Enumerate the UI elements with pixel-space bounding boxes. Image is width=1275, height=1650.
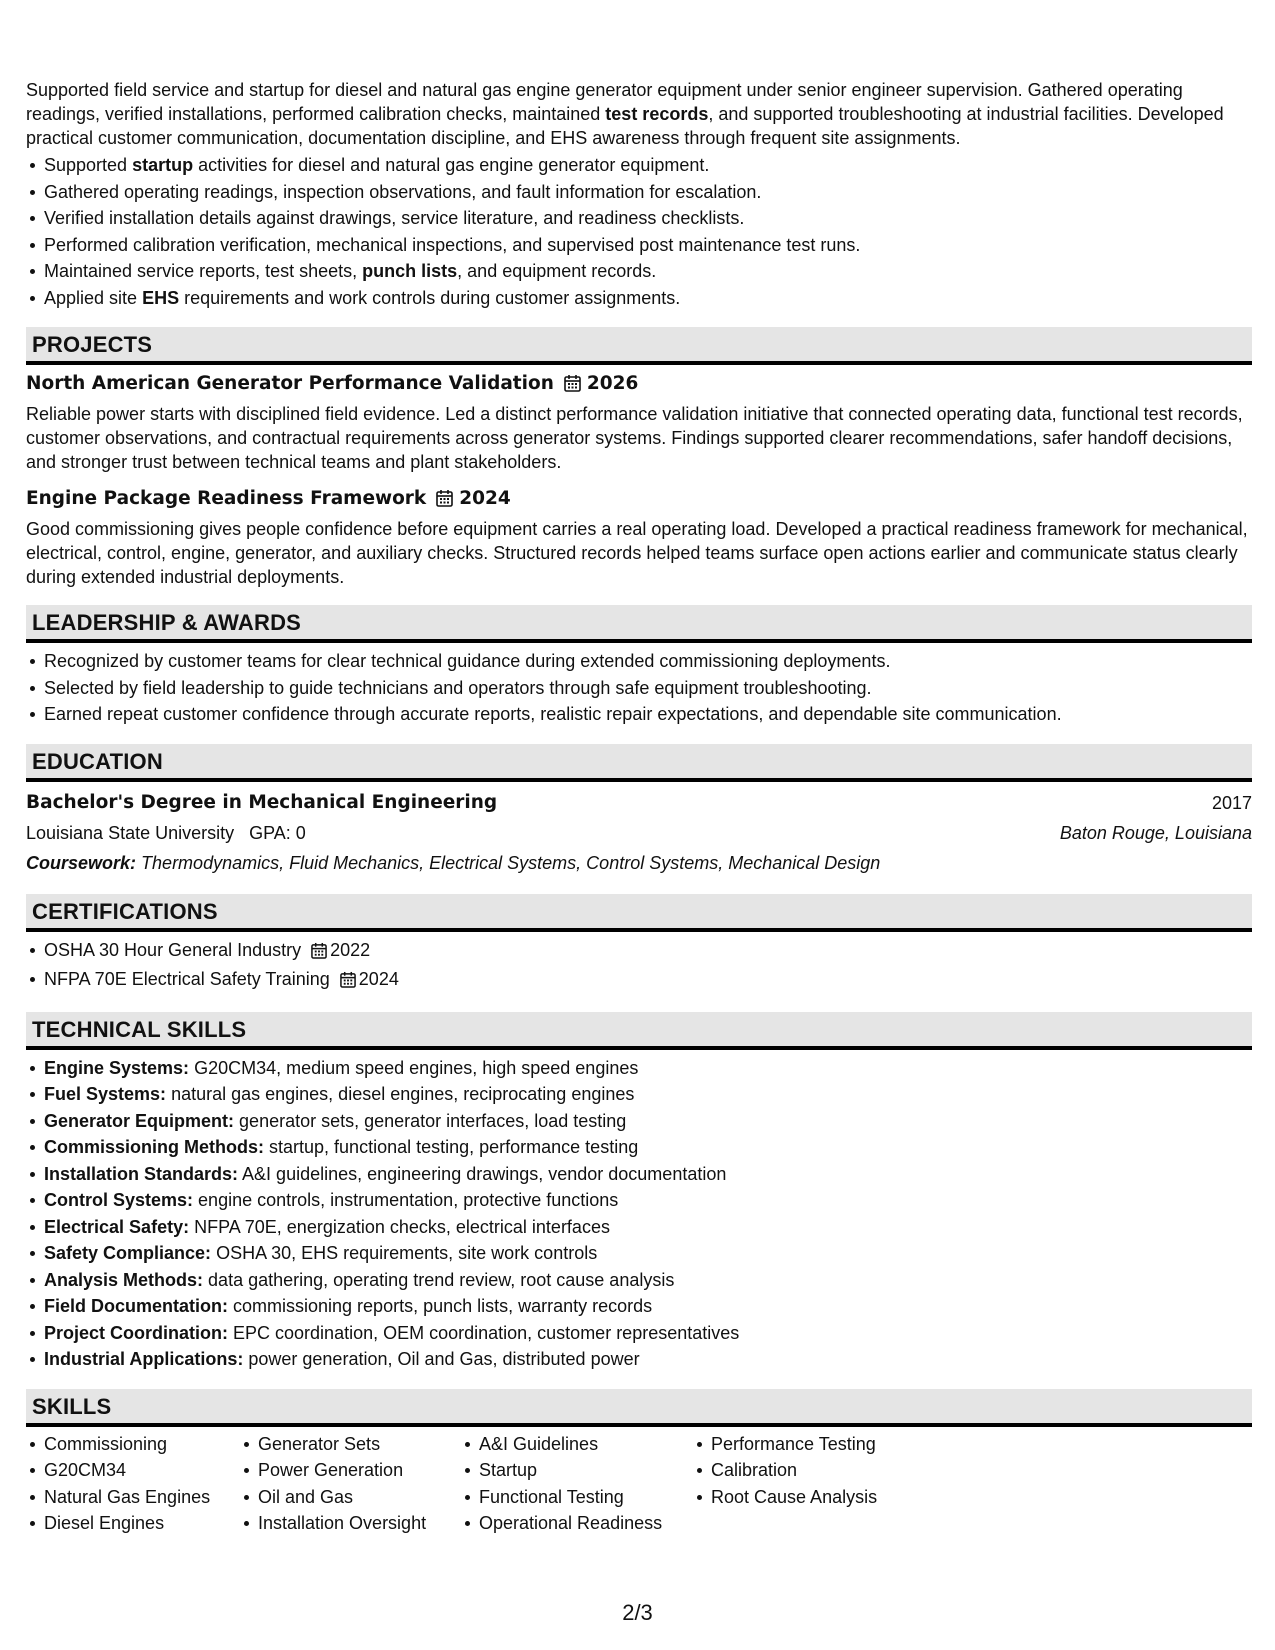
education-entry bbox=[26, 788, 1252, 878]
coursework-list: Thermodynamics, Fluid Mechanics, Electrical Systems, Control Systems, Mechanical Design bbox=[141, 852, 881, 873]
list-item: Analysis Methods: data gathering, operating trend review, root cause analysis bbox=[44, 1267, 1252, 1294]
skills-column bbox=[26, 1431, 240, 1537]
education-row bbox=[26, 788, 1252, 818]
list-item: Control Systems: engine controls, instrumentation, protective functions bbox=[44, 1187, 1252, 1214]
resume-content bbox=[26, 78, 1252, 1537]
list-item: Safety Compliance: OSHA 30, EHS requirements, site work controls bbox=[44, 1240, 1252, 1267]
degree: Bachelor's Degree in Mechanical Engineering bbox=[26, 791, 498, 813]
section-header-certifications: CERTIFICATIONS bbox=[26, 894, 1252, 932]
skills-column bbox=[693, 1431, 931, 1537]
project-title-row bbox=[26, 371, 1252, 400]
list-item: Power Generation bbox=[258, 1457, 461, 1484]
calendar-icon bbox=[564, 374, 581, 400]
school-line bbox=[26, 818, 306, 848]
list-item bbox=[44, 937, 1252, 967]
page-number: 2/3 bbox=[622, 1600, 653, 1625]
experience-summary bbox=[26, 78, 1252, 150]
skills-grid bbox=[26, 1431, 1252, 1537]
coursework-label: Coursework: bbox=[26, 852, 137, 873]
calendar-icon bbox=[436, 489, 453, 515]
list-item: Fuel Systems: natural gas engines, diesel engines, reciprocating engines bbox=[44, 1081, 1252, 1108]
skills-column bbox=[240, 1431, 461, 1537]
summary-bold: test records bbox=[605, 104, 709, 124]
cert-name: NFPA 70E Electrical Safety Training bbox=[44, 969, 330, 989]
project-title: North American Generator Performance Validation bbox=[26, 373, 554, 394]
coursework bbox=[26, 848, 1252, 878]
calendar-icon bbox=[311, 940, 327, 967]
section-header-projects: PROJECTS bbox=[26, 327, 1252, 365]
list-item: Root Cause Analysis bbox=[711, 1484, 931, 1511]
project-year: 2026 bbox=[586, 373, 639, 394]
list-item: Engine Systems: G20CM34, medium speed engines, high speed engines bbox=[44, 1055, 1252, 1082]
school: Louisiana State University bbox=[26, 822, 235, 843]
list-item: Supported startup activities for diesel and natural gas engine generator equipment. bbox=[44, 152, 1252, 179]
list-item: G20CM34 bbox=[44, 1457, 240, 1484]
graduation-year: 2017 bbox=[1211, 792, 1252, 813]
project-entry bbox=[26, 486, 1252, 589]
project-year: 2024 bbox=[459, 488, 511, 509]
list-item: Selected by field leadership to guide technicians and operators through safe equipment troubleshooting. bbox=[44, 675, 1252, 702]
list-item: Natural Gas Engines bbox=[44, 1484, 240, 1511]
list-item: Functional Testing bbox=[479, 1484, 693, 1511]
experience-bullets bbox=[26, 152, 1252, 311]
section-header-technical-skills: TECHNICAL SKILLS bbox=[26, 1012, 1252, 1050]
list-item: Gathered operating readings, inspection observations, and fault information for escalation. bbox=[44, 179, 1252, 206]
project-entry bbox=[26, 371, 1252, 474]
cert-year: 2024 bbox=[358, 969, 399, 989]
list-item: Earned repeat customer confidence through accurate reports, realistic repair expectations, and dependable site communication. bbox=[44, 701, 1252, 728]
calendar-icon bbox=[340, 969, 356, 996]
list-item: Generator Sets bbox=[258, 1431, 461, 1458]
list-item: Generator Equipment: generator sets, generator interfaces, load testing bbox=[44, 1108, 1252, 1135]
list-item: Operational Readiness bbox=[479, 1510, 693, 1537]
section-header-skills: SKILLS bbox=[26, 1389, 1252, 1427]
list-item: Industrial Applications: power generation, Oil and Gas, distributed power bbox=[44, 1346, 1252, 1373]
list-item: Electrical Safety: NFPA 70E, energization checks, electrical interfaces bbox=[44, 1214, 1252, 1241]
education-row bbox=[26, 818, 1252, 848]
list-item: Verified installation details against drawings, service literature, and readiness checklists. bbox=[44, 205, 1252, 232]
list-item: Startup bbox=[479, 1457, 693, 1484]
list-item: Recognized by customer teams for clear technical guidance during extended commissioning deployments. bbox=[44, 648, 1252, 675]
certifications-list bbox=[26, 937, 1252, 996]
leadership-list bbox=[26, 648, 1252, 728]
list-item: Oil and Gas bbox=[258, 1484, 461, 1511]
list-item: Diesel Engines bbox=[44, 1510, 240, 1537]
list-item: Calibration bbox=[711, 1457, 931, 1484]
project-description: Good commissioning gives people confidence before equipment carries a real operating load. Developed a practical readiness framework for mechanical, electrical, control, engine, generator, and auxiliary checks. Structured records helped teams surface open actions earlier and communicate status clearly during extended industrial deployments. bbox=[26, 519, 1248, 587]
cert-name: OSHA 30 Hour General Industry bbox=[44, 939, 302, 960]
list-item bbox=[44, 966, 1252, 996]
list-item: Commissioning Methods: startup, functional testing, performance testing bbox=[44, 1134, 1252, 1161]
school-location: Baton Rouge, Louisiana bbox=[1059, 822, 1252, 843]
list-item: Performed calibration verification, mechanical inspections, and supervised post maintenance test runs. bbox=[44, 232, 1252, 259]
skills-column bbox=[461, 1431, 693, 1537]
project-title-row bbox=[26, 486, 1252, 515]
section-header-leadership: LEADERSHIP & AWARDS bbox=[26, 605, 1252, 643]
technical-skills-list bbox=[26, 1055, 1252, 1373]
project-description: Reliable power starts with disciplined field evidence. Led a distinct performance validation initiative that connected operating data, functional test records, customer observations, and contractual requirements across generator systems. Findings supported clearer recommendations, safer handoff decisions, and stronger trust between technical teams and plant stakeholders. bbox=[26, 404, 1243, 472]
list-item: Maintained service reports, test sheets, punch lists, and equipment records. bbox=[44, 258, 1252, 285]
gpa: GPA: 0 bbox=[249, 822, 306, 843]
cert-year: 2022 bbox=[330, 939, 371, 960]
list-item: Performance Testing bbox=[711, 1431, 931, 1458]
summary-text: Supported field service and startup for diesel and natural gas engine generator equipment under senior engineer supervision. Gathered operating readings, verified installations, performed calibration checks, maintained bbox=[26, 80, 1183, 124]
list-item: Installation Oversight bbox=[258, 1510, 461, 1537]
list-item: A&I Guidelines bbox=[479, 1431, 693, 1458]
list-item: Project Coordination: EPC coordination, OEM coordination, customer representatives bbox=[44, 1320, 1252, 1347]
summary-text: , and supported troubleshooting at industrial facilities. Developed practical customer communication, documentation discipline, and EHS awareness through frequent site assignments. bbox=[26, 104, 1224, 148]
list-item: Commissioning bbox=[44, 1431, 240, 1458]
list-item: Applied site EHS requirements and work controls during customer assignments. bbox=[44, 285, 1252, 312]
list-item: Field Documentation: commissioning reports, punch lists, warranty records bbox=[44, 1293, 1252, 1320]
project-title: Engine Package Readiness Framework bbox=[26, 488, 427, 509]
list-item: Installation Standards: A&I guidelines, engineering drawings, vendor documentation bbox=[44, 1161, 1252, 1188]
section-header-education: EDUCATION bbox=[26, 744, 1252, 782]
